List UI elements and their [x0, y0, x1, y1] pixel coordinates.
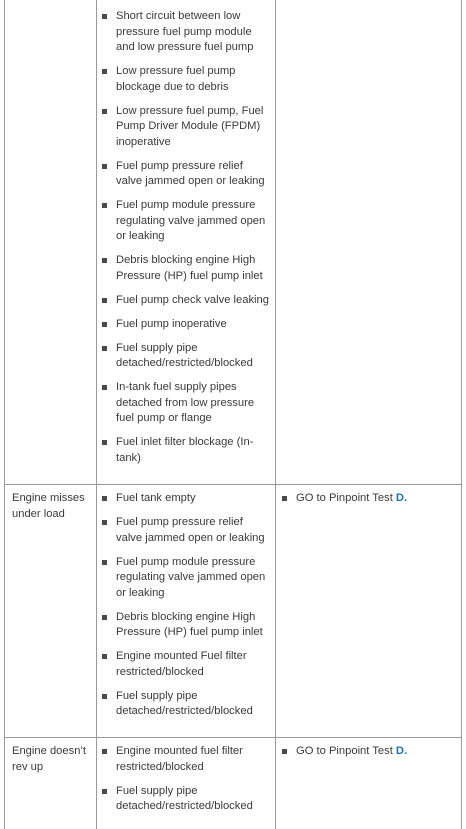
- square-bullet-icon: [102, 346, 107, 351]
- list-item: [100, 555, 272, 602]
- table-row: [100, 9, 272, 475]
- square-bullet-icon: [102, 654, 107, 659]
- action-list: [280, 491, 458, 507]
- square-bullet-icon: [102, 69, 107, 74]
- list-item: [100, 159, 272, 190]
- symptom-label: Engine misses under load: [12, 492, 85, 520]
- cause-text: Fuel supply pipe detached/restricted/blocked: [116, 689, 253, 717]
- cause-text: Short circuit between low pressure fuel pump module and low pressure fuel pump: [116, 10, 254, 53]
- square-bullet-icon: [102, 789, 107, 794]
- table-row: [100, 744, 272, 823]
- cause-text: Engine mounted Fuel filter restricted/blocked: [116, 650, 247, 678]
- list-item: [100, 610, 272, 641]
- table-row: [100, 491, 272, 728]
- list-item: [100, 104, 272, 151]
- list-item: [280, 491, 458, 507]
- square-bullet-icon: [102, 440, 107, 445]
- square-bullet-icon: [102, 615, 107, 620]
- symptom-label: Engine doesn’t rev up: [12, 745, 87, 773]
- square-bullet-icon: [102, 560, 107, 565]
- list-item: [100, 253, 272, 284]
- list-item: [100, 744, 272, 775]
- square-bullet-icon: [102, 385, 107, 390]
- square-bullet-icon: [102, 14, 107, 19]
- column-divider-1: [96, 0, 97, 829]
- action-text: GO to Pinpoint Test: [296, 745, 396, 757]
- diagnostic-table: [4, 0, 462, 829]
- list-item: [100, 784, 272, 815]
- action-text: GO to Pinpoint Test: [296, 492, 396, 504]
- list-item: [100, 649, 272, 680]
- list-item: [280, 744, 458, 760]
- cause-text: Debris blocking engine High Pressure (HP) fuel pump inlet: [116, 254, 263, 282]
- list-item: [100, 515, 272, 546]
- list-item: [100, 293, 272, 309]
- list-item: [100, 317, 272, 333]
- list-item: [100, 64, 272, 95]
- square-bullet-icon: [102, 298, 107, 303]
- cause-text: Fuel pump pressure relief valve jammed open or leaking: [116, 159, 265, 187]
- cause-text: Fuel pump pressure relief valve jammed open or leaking: [116, 516, 265, 544]
- action-cell: [280, 491, 458, 507]
- list-item: [100, 9, 272, 56]
- action-list: [280, 744, 458, 760]
- cause-text: Fuel supply pipe detached/restricted/blocked: [116, 341, 253, 369]
- list-item: [100, 491, 272, 507]
- cause-text: Fuel pump check valve leaking: [116, 293, 269, 306]
- table-border-left: [4, 0, 5, 829]
- square-bullet-icon: [102, 164, 107, 169]
- list-item: [100, 198, 272, 245]
- square-bullet-icon: [102, 694, 107, 699]
- cause-text: Fuel supply pipe detached/restricted/blocked: [116, 784, 253, 812]
- cause-text: Fuel pump module pressure regulating valve jammed open or leaking: [116, 199, 266, 242]
- cause-text: Fuel inlet filter blockage (In-tank): [116, 436, 254, 464]
- square-bullet-icon: [282, 749, 287, 754]
- cause-list: [100, 491, 272, 720]
- cause-text: Low pressure fuel pump blockage due to debris: [116, 65, 236, 93]
- cause-list: [100, 744, 272, 815]
- square-bullet-icon: [102, 203, 107, 208]
- square-bullet-icon: [102, 520, 107, 525]
- row-divider-1: [4, 484, 462, 485]
- cause-text: Fuel tank empty: [116, 492, 196, 504]
- action-cell: [280, 744, 458, 760]
- cause-text: Low pressure fuel pump, Fuel Pump Driver Module (FPDM) inoperative: [116, 104, 264, 148]
- square-bullet-icon: [102, 322, 107, 327]
- cause-text: Engine mounted fuel filter restricted/blocked: [116, 745, 243, 773]
- list-item: [100, 341, 272, 372]
- table-border-right: [461, 0, 462, 829]
- square-bullet-icon: [102, 749, 107, 754]
- pinpoint-test-link[interactable]: D.: [395, 492, 408, 504]
- cause-list: [100, 9, 272, 466]
- pinpoint-test-link[interactable]: D.: [395, 745, 408, 757]
- list-item: [100, 435, 272, 466]
- cause-text: Fuel pump inoperative: [116, 317, 227, 330]
- cause-text: Fuel pump module pressure regulating valve jammed open or leaking: [116, 555, 266, 599]
- square-bullet-icon: [102, 496, 107, 501]
- row-divider-2: [4, 737, 462, 738]
- list-item: [100, 380, 272, 427]
- column-divider-2: [275, 0, 276, 829]
- square-bullet-icon: [102, 258, 107, 263]
- cause-text: In-tank fuel supply pipes detached from low pressure fuel pump or flange: [116, 381, 255, 424]
- cause-text: Debris blocking engine High Pressure (HP) fuel pump inlet: [116, 610, 263, 638]
- square-bullet-icon: [282, 496, 287, 501]
- list-item: [100, 689, 272, 720]
- square-bullet-icon: [102, 109, 107, 114]
